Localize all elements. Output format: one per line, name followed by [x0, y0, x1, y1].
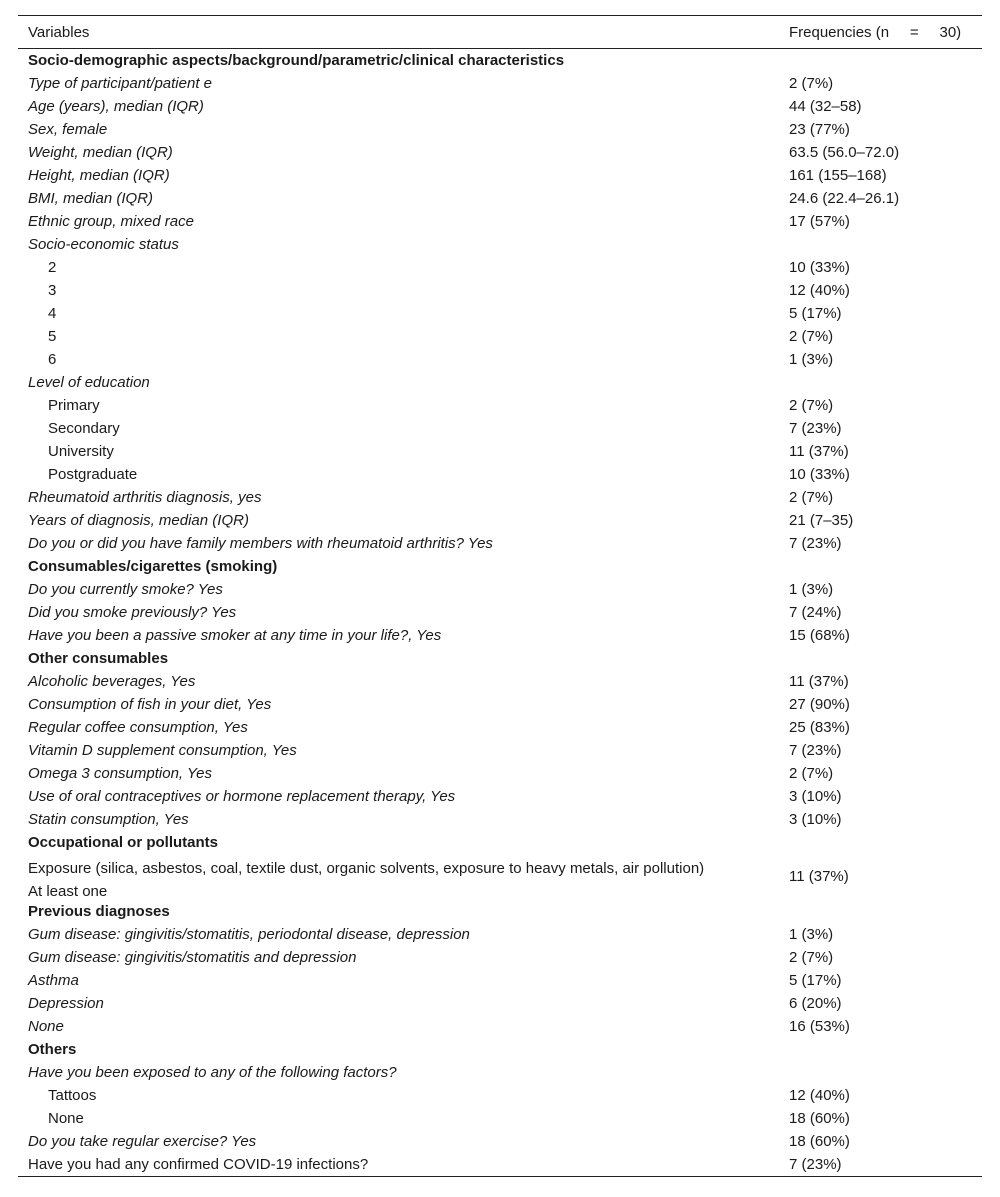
variable-label: Weight, median (IQR): [28, 144, 173, 161]
section-heading-row: [18, 49, 982, 72]
variable-label-line2: At least one: [28, 883, 108, 900]
table-row: [18, 141, 982, 164]
table-row: [18, 440, 982, 463]
variable-label: Gum disease: gingivitis/stomatitis, periodontal disease, depression: [28, 926, 470, 943]
table-row: [18, 1130, 982, 1153]
table-row: [18, 969, 982, 992]
variable-label: Level of education: [28, 374, 150, 391]
table-row: [18, 532, 982, 555]
variable-label: None: [28, 1018, 64, 1035]
frequency-value: 2 (7%): [789, 328, 834, 345]
table-row: [18, 716, 982, 739]
variable-label: Depression: [28, 995, 104, 1012]
section-heading-row: [18, 555, 982, 578]
variable-label: Do you currently smoke? Yes: [28, 581, 223, 598]
table-row: [18, 1107, 982, 1130]
table-row: [18, 463, 982, 486]
table-row: [18, 509, 982, 532]
table-row: [18, 118, 982, 141]
variable-label: Type of participant/patient e: [28, 75, 212, 92]
frequency-value: 11 (37%): [789, 868, 849, 885]
variable-label: Tattoos: [48, 1087, 97, 1104]
section-heading: Other consumables: [28, 650, 169, 667]
section-heading-row: [18, 831, 982, 854]
variable-label: Do you take regular exercise? Yes: [28, 1133, 257, 1150]
variable-label: Ethnic group, mixed race: [28, 213, 194, 230]
variable-label: 5: [48, 328, 57, 345]
frequency-value: 18 (60%): [789, 1133, 850, 1150]
frequency-value: 2 (7%): [789, 397, 834, 414]
frequency-value: 2 (7%): [789, 489, 834, 506]
frequency-value: 23 (77%): [789, 121, 850, 138]
table-row: [18, 946, 982, 969]
variable-label: Primary: [48, 397, 100, 414]
frequency-value: 1 (3%): [789, 351, 834, 368]
variable-label: BMI, median (IQR): [28, 190, 154, 207]
frequency-value: 7 (24%): [789, 604, 842, 621]
variable-label: Have you had any confirmed COVID-19 infections?: [28, 1156, 369, 1173]
table-row: [18, 348, 982, 371]
section-heading: Consumables/cigarettes (smoking): [28, 558, 278, 575]
table-row: [18, 164, 982, 187]
section-heading: Previous diagnoses: [28, 903, 170, 920]
table-row: [18, 325, 982, 348]
variable-label: Rheumatoid arthritis diagnosis, yes: [28, 489, 262, 506]
table-row: [18, 923, 982, 946]
variable-label: Statin consumption, Yes: [28, 811, 189, 828]
table-row: [18, 394, 982, 417]
frequency-value: 5 (17%): [789, 972, 842, 989]
table-row: [18, 1084, 982, 1107]
variable-label: Years of diagnosis, median (IQR): [28, 512, 249, 529]
frequency-value: 18 (60%): [789, 1110, 850, 1127]
variable-label: Secondary: [48, 420, 120, 437]
frequency-value: 15 (68%): [789, 627, 850, 644]
section-heading: Others: [28, 1041, 77, 1058]
table-row: [18, 1015, 982, 1038]
frequency-value: 5 (17%): [789, 305, 842, 322]
table-row: [18, 992, 982, 1015]
header-variables: Variables: [28, 24, 90, 41]
variable-label: None: [48, 1110, 84, 1127]
frequency-value: 63.5 (56.0–72.0): [789, 144, 900, 161]
table-row: [18, 486, 982, 509]
table-row: [18, 1061, 982, 1084]
frequency-value: 161 (155–168): [789, 167, 887, 184]
section-heading-row: [18, 1038, 982, 1061]
table-row: [18, 210, 982, 233]
frequency-value: 2 (7%): [789, 75, 834, 92]
table-body: [18, 49, 982, 1176]
table-row: [18, 808, 982, 831]
frequency-value: 12 (40%): [789, 282, 850, 299]
frequency-value: 17 (57%): [789, 213, 850, 230]
frequency-value: 7 (23%): [789, 535, 842, 552]
variable-label: 2: [48, 259, 57, 276]
variable-label: Did you smoke previously? Yes: [28, 604, 237, 621]
table-row: [18, 762, 982, 785]
variable-label: Sex, female: [28, 121, 108, 138]
section-heading-row: [18, 647, 982, 670]
frequency-value: 1 (3%): [789, 581, 834, 598]
frequency-value: 3 (10%): [789, 811, 842, 828]
variable-label: Vitamin D supplement consumption, Yes: [28, 742, 297, 759]
table-row: [18, 187, 982, 210]
frequency-value: 7 (23%): [789, 420, 842, 437]
table-row: [18, 1153, 982, 1176]
variable-label: Age (years), median (IQR): [28, 98, 204, 115]
variable-label: [28, 857, 704, 903]
table-row: [18, 371, 982, 394]
table-row: [18, 417, 982, 440]
variable-label: Height, median (IQR): [28, 167, 170, 184]
table-row: [18, 785, 982, 808]
frequency-value: 3 (10%): [789, 788, 842, 805]
frequency-value: 10 (33%): [789, 466, 850, 483]
frequency-value: 1 (3%): [789, 926, 834, 943]
variable-label: Postgraduate: [48, 466, 138, 483]
table-row: [18, 279, 982, 302]
table-row: [18, 624, 982, 647]
variable-label: Socio-economic status: [28, 236, 179, 253]
variable-label: Consumption of fish in your diet, Yes: [28, 696, 272, 713]
variable-label: Do you or did you have family members with rheumatoid arthritis? Yes: [28, 535, 493, 552]
variable-label: 6: [48, 351, 57, 368]
frequency-value: 16 (53%): [789, 1018, 850, 1035]
header-frequencies: Frequencies (n = 30): [789, 24, 962, 41]
table-row: [18, 670, 982, 693]
frequency-value: 10 (33%): [789, 259, 850, 276]
frequency-table: [18, 15, 982, 1177]
table-row: [18, 739, 982, 762]
variable-label: 3: [48, 282, 57, 299]
frequency-value: 24.6 (22.4–26.1): [789, 190, 900, 207]
variable-label: Gum disease: gingivitis/stomatitis and depression: [28, 949, 357, 966]
table-row: [18, 95, 982, 118]
table-row: [18, 72, 982, 95]
table-bottom-rule: [18, 1176, 982, 1177]
section-heading: Occupational or pollutants: [28, 834, 219, 851]
variable-label: Asthma: [28, 972, 79, 989]
variable-label: Alcoholic beverages, Yes: [28, 673, 196, 690]
frequency-value: 7 (23%): [789, 1156, 842, 1173]
frequency-value: 44 (32–58): [789, 98, 862, 115]
frequency-value: 7 (23%): [789, 742, 842, 759]
variable-label: Have you been a passive smoker at any time in your life?, Yes: [28, 627, 442, 644]
frequency-value: 27 (90%): [789, 696, 850, 713]
table-row: [18, 302, 982, 325]
frequency-value: 21 (7–35): [789, 512, 854, 529]
variable-label-line1: Exposure (silica, asbestos, coal, textile dust, organic solvents, exposure to heavy metals, air pollution): [28, 860, 705, 877]
table-row: [18, 854, 982, 900]
table-row: [18, 256, 982, 279]
section-heading-row: [18, 900, 982, 923]
variable-label: Regular coffee consumption, Yes: [28, 719, 248, 736]
frequency-value: 25 (83%): [789, 719, 850, 736]
frequency-value: 2 (7%): [789, 765, 834, 782]
variable-label: University: [48, 443, 114, 460]
table-row: [18, 233, 982, 256]
frequency-value: 2 (7%): [789, 949, 834, 966]
table-row: [18, 578, 982, 601]
variable-label: 4: [48, 305, 57, 322]
frequency-value: 12 (40%): [789, 1087, 850, 1104]
frequency-value: 6 (20%): [789, 995, 842, 1012]
variable-label: Use of oral contraceptives or hormone replacement therapy, Yes: [28, 788, 456, 805]
section-heading: Socio-demographic aspects/background/parametric/clinical characteristics: [28, 52, 565, 69]
table-header: [18, 16, 982, 48]
table-row: [18, 693, 982, 716]
variable-label: Have you been exposed to any of the following factors?: [28, 1064, 397, 1081]
variable-label: Omega 3 consumption, Yes: [28, 765, 212, 782]
frequency-value: 11 (37%): [789, 673, 849, 690]
frequency-value: 11 (37%): [789, 443, 849, 460]
table-row: [18, 601, 982, 624]
